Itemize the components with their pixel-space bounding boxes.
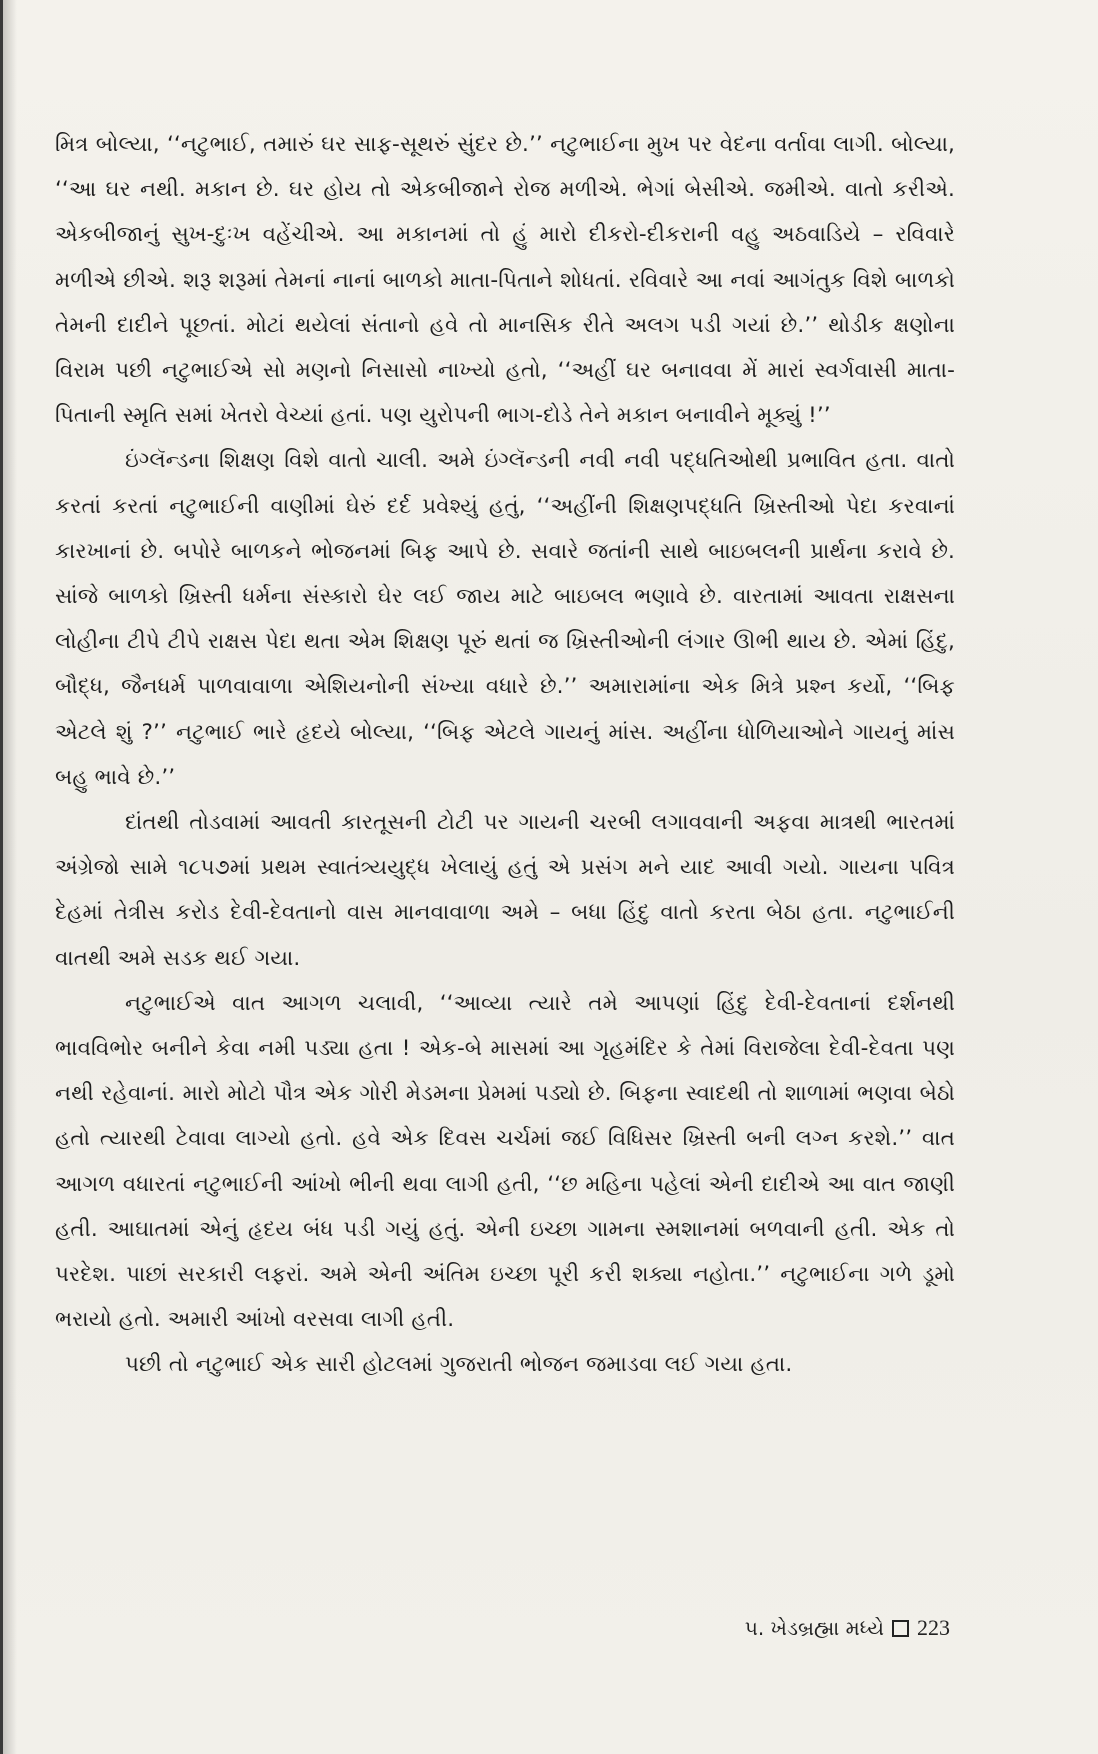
page-number: 223 xyxy=(917,1615,950,1640)
chapter-title: ૫. ખેડબ્રહ્મા મધ્યે xyxy=(744,1616,884,1640)
paragraph-2: ઇંગ્લૅન્ડના શિક્ષણ વિશે વાતો ચાલી. અમે ઇંગ્લૅન્ડની નવી નવી પદ્ધતિઓથી પ્રભાવિત હતા. વાતો કરતાં કરતાં નટુભાઈની વાણીમાં ઘેરું દર્દ પ્રવેશ્યું હતું, ‘‘અહીંની શિક્ષણપદ્ધતિ ખ્રિસ્તીઓ પેદા કરવાનાં કારખાનાં છે. બપોરે બાળકને ભોજનમાં બિફ આપે છે. સવારે જતાંની સાથે બાઇબલની પ્રાર્થના કરાવે છે. સાંજે બાળકો ખ્રિસ્તી ધર્મના સંસ્કારો ઘેર લઈ જાય માટે બાઇબલ ભણાવે છે. વારતામાં આવતા રાક્ષસના લોહીના ટીપે ટીપે રાક્ષસ પેદા થતા એમ શિક્ષણ પૂરું થતાં જ ખ્રિસ્તીઓની લંગાર ઊભી થાય છે. એમાં હિંદુ, બૌદ્ધ, જૈનધર્મ પાળવાવાળા એશિયનોની સંખ્યા વધારે છે.’’ અમારામાંના એક મિત્રે પ્રશ્ન કર્યો, ‘‘બિફ એટલે શું ?’’ નટુભાઈ ભારે હૃદયે બોલ્યા, ‘‘બિફ એટલે ગાયનું માંસ. અહીંના ધોળિયાઓને ગાયનું માંસ બહુ ભાવે છે.’’ xyxy=(55,448,955,790)
paragraph-4: નટુભાઈએ વાત આગળ ચલાવી, ‘‘આવ્યા ત્યારે તમે આપણાં હિંદુ દેવી-દેવતાનાં દર્શનથી ભાવવિભોર બનીને કેવા નમી પડ્યા હતા ! એક-બે માસમાં આ ગૃહમંદિર કે તેમાં વિરાજેલા દેવી-દેવતા પણ નથી રહેવાનાં. મારો મોટો પૌત્ર એક ગોરી મેડમના પ્રેમમાં પડ્યો છે. બિફના સ્વાદથી તો શાળામાં ભણવા બેઠો હતો ત્યારથી ટેવાવા લાગ્યો હતો. હવે એક દિવસ ચર્ચમાં જઈ વિધિસર ખ્રિસ્તી બની લગ્ન કરશે.’’ વાત આગળ વધારતાં નટુભાઈની આંખો ભીની થવા લાગી હતી, ‘‘છ મહિના પહેલાં એની દાદીએ આ વાત જાણી હતી. આઘાતમાં એનું હૃદય બંધ પડી ગયું હતું. એની ઇચ્છા ગામના સ્મશાનમાં બળવાની હતી. એક તો પરદેશ. પાછાં સરકારી લફરાં. અમે એની અંતિમ ઇચ્છા પૂરી કરી શક્યા નહોતા.’’ નટુભાઈના ગળે ડૂમો ભરાયો હતો. અમારી આંખો વરસવા લાગી હતી. xyxy=(55,990,955,1333)
page-footer xyxy=(745,1615,950,1641)
paragraph-5: પછી તો નટુભાઈ એક સારી હોટલમાં ગુજરાતી ભોજન જમાડવા લઈ ગયા હતા. xyxy=(125,1352,793,1378)
square-box-icon xyxy=(892,1620,909,1637)
paragraph-3: દાંતથી તોડવામાં આવતી કારતૂસની ટોટી પર ગાયની ચરબી લગાવવાની અફવા માત્રથી ભારતમાં અંગ્રેજો સામે ૧૮૫૭માં પ્રથમ સ્વાતંત્ર્યયુદ્ધ ખેલાયું હતું એ પ્રસંગ મને યાદ આવી ગયો. ગાયના પવિત્ર દેહમાં તેત્રીસ કરોડ દેવી-દેવતાનો વાસ માનવાવાળા અમે – બધા હિંદુ વાતો કરતા બેઠા હતા. નટુભાઈની વાતથી અમે સડક થઈ ગયા. xyxy=(55,810,955,971)
paragraph-1: મિત્ર બોલ્યા, ‘‘નટુભાઈ, તમારું ઘર સાફ-સૂથરું સુંદર છે.’’ નટુભાઈના મુખ પર વેદના વર્તાવા લાગી. બોલ્યા, ‘‘આ ઘર નથી. મકાન છે. ઘર હોય તો એકબીજાને રોજ મળીએ. ભેગાં બેસીએ. જમીએ. વાતો કરીએ. એકબીજાનું સુખ-દુઃખ વહેંચીએ. આ મકાનમાં તો હું મારો દીકરો-દીકરાની વહુ અઠવાડિયે – રવિવારે મળીએ છીએ. શરૂ શરૂમાં તેમનાં નાનાં બાળકો માતા-પિતાને શોધતાં. રવિવારે આ નવાં આગંતુક વિશે બાળકો તેમની દાદીને પૂછતાં. મોટાં થયેલાં સંતાનો હવે તો માનસિક રીતે અલગ પડી ગયાં છે.’’ થોડીક ક્ષણોના વિરામ પછી નટુભાઈએ સો મણનો નિસાસો નાખ્યો હતો, ‘‘અહીં ઘર બનાવવા મેં મારાં સ્વર્ગવાસી માતા-પિતાની સ્મૃતિ સમાં ખેતરો વેચ્યાં હતાં. પણ યુરોપની ભાગ-દોડે તેને મકાન બનાવીને મૂક્યું !’’ xyxy=(55,132,955,429)
body-text xyxy=(55,122,955,1388)
page-edge-shadow xyxy=(3,0,17,1754)
